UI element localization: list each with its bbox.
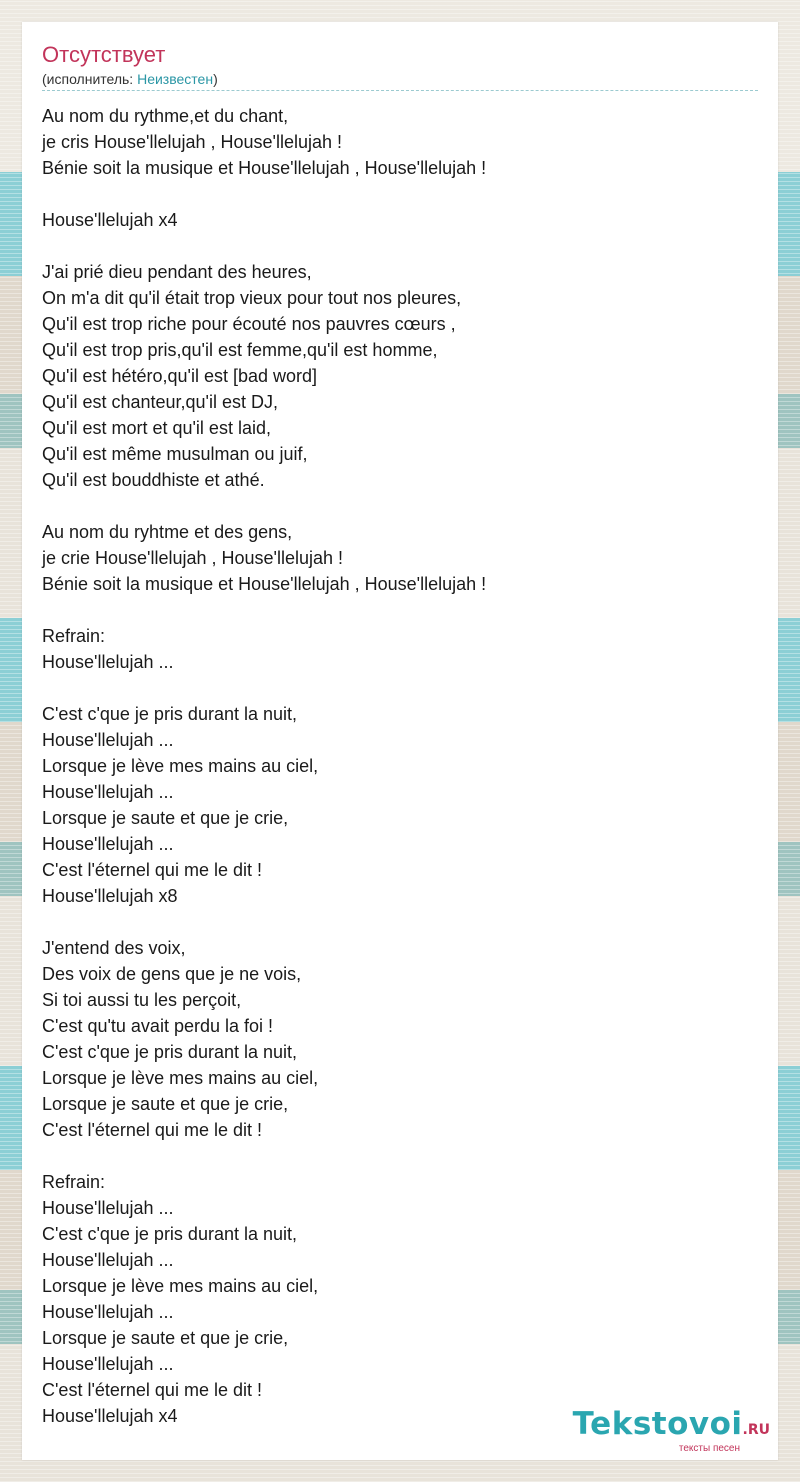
lyrics-line: House'llelujah ... — [42, 1250, 174, 1270]
lyrics-line: Bénie soit la musique et House'llelujah , House'llelujah ! — [42, 574, 487, 594]
lyrics-line: C'est c'que je pris durant la nuit, — [42, 704, 298, 724]
lyrics-line: C'est l'éternel qui me le dit ! — [42, 1120, 262, 1140]
lyrics-text — [42, 103, 758, 1429]
lyrics-line: je cris House'llelujah , House'llelujah ! — [42, 132, 343, 152]
lyrics-line: Qu'il est même musulman ou juif, — [42, 444, 308, 464]
lyrics-card — [22, 22, 778, 1460]
lyrics-line: J'entend des voix, — [42, 938, 186, 958]
logo-wordmark — [573, 1408, 770, 1446]
lyrics-line: Qu'il est trop pris,qu'il est femme,qu'il est homme, — [42, 340, 438, 360]
lyrics-line: Qu'il est trop riche pour écouté nos pauvres cœurs , — [42, 314, 456, 334]
lyrics-blank-line — [42, 493, 758, 519]
lyrics-line: Lorsque je saute et que je crie, — [42, 1094, 289, 1114]
lyrics-line: C'est l'éternel qui me le dit ! — [42, 860, 262, 880]
logo-tagline: тексты песен — [678, 1443, 740, 1454]
lyrics-line: Lorsque je lève mes mains au ciel, — [42, 756, 319, 776]
artist-prefix: (исполнитель: — [42, 71, 138, 87]
lyrics-blank-line — [42, 181, 758, 207]
lyrics-line: C'est c'que je pris durant la nuit, — [42, 1042, 298, 1062]
lyrics-line: C'est qu'tu avait perdu la foi ! — [42, 1016, 274, 1036]
lyrics-blank-line — [42, 1143, 758, 1169]
lyrics-line: House'llelujah x4 — [42, 1406, 178, 1426]
lyrics-blank-line — [42, 909, 758, 935]
lyrics-line: Qu'il est hétéro,qu'il est [bad word] — [42, 366, 318, 386]
lyrics-line: Lorsque je lève mes mains au ciel, — [42, 1276, 319, 1296]
site-logo[interactable] — [573, 1408, 770, 1454]
lyrics-line: Au nom du rythme,et du chant, — [42, 106, 289, 126]
lyrics-line: Refrain: — [42, 626, 106, 646]
artist-line — [42, 70, 758, 91]
lyrics-line: Lorsque je saute et que je crie, — [42, 1328, 289, 1348]
artist-suffix: ) — [213, 71, 218, 87]
lyrics-line: je crie House'llelujah , House'llelujah ! — [42, 548, 344, 568]
lyrics-line: House'llelujah ... — [42, 834, 174, 854]
lyrics-line: Si toi aussi tu les perçoit, — [42, 990, 242, 1010]
lyrics-line: Qu'il est mort et qu'il est laid, — [42, 418, 271, 438]
logo-name: Tekstovoi — [572, 1406, 743, 1442]
lyrics-line: Lorsque je saute et que je crie, — [42, 808, 289, 828]
lyrics-line: Qu'il est bouddhiste et athé. — [42, 470, 265, 490]
lyrics-line: Qu'il est chanteur,qu'il est DJ, — [42, 392, 278, 412]
lyrics-line: Refrain: — [42, 1172, 106, 1192]
lyrics-line: House'llelujah x4 — [42, 210, 178, 230]
lyrics-line: House'llelujah ... — [42, 1302, 174, 1322]
lyrics-blank-line — [42, 233, 758, 259]
artist-link[interactable]: Неизвестен — [137, 71, 214, 87]
lyrics-line: J'ai prié dieu pendant des heures, — [42, 262, 312, 282]
lyrics-line: Des voix de gens que je ne vois, — [42, 964, 302, 984]
lyrics-line: C'est c'que je pris durant la nuit, — [42, 1224, 298, 1244]
lyrics-line: Au nom du ryhtme et des gens, — [42, 522, 293, 542]
lyrics-line: House'llelujah ... — [42, 652, 174, 672]
lyrics-line: House'llelujah ... — [42, 1198, 174, 1218]
song-title: Отсутствует — [42, 42, 166, 67]
lyrics-line: House'llelujah x8 — [42, 886, 178, 906]
lyrics-line: Bénie soit la musique et House'llelujah , House'llelujah ! — [42, 158, 487, 178]
lyrics-line: House'llelujah ... — [42, 782, 174, 802]
lyrics-line: House'llelujah ... — [42, 730, 174, 750]
lyrics-line: On m'a dit qu'il était trop vieux pour tout nos pleures, — [42, 288, 462, 308]
lyrics-line: House'llelujah ... — [42, 1354, 174, 1374]
lyrics-line: Lorsque je lève mes mains au ciel, — [42, 1068, 319, 1088]
logo-tld: .RU — [742, 1422, 770, 1438]
lyrics-blank-line — [42, 675, 758, 701]
lyrics-blank-line — [42, 597, 758, 623]
lyrics-line: C'est l'éternel qui me le dit ! — [42, 1380, 262, 1400]
